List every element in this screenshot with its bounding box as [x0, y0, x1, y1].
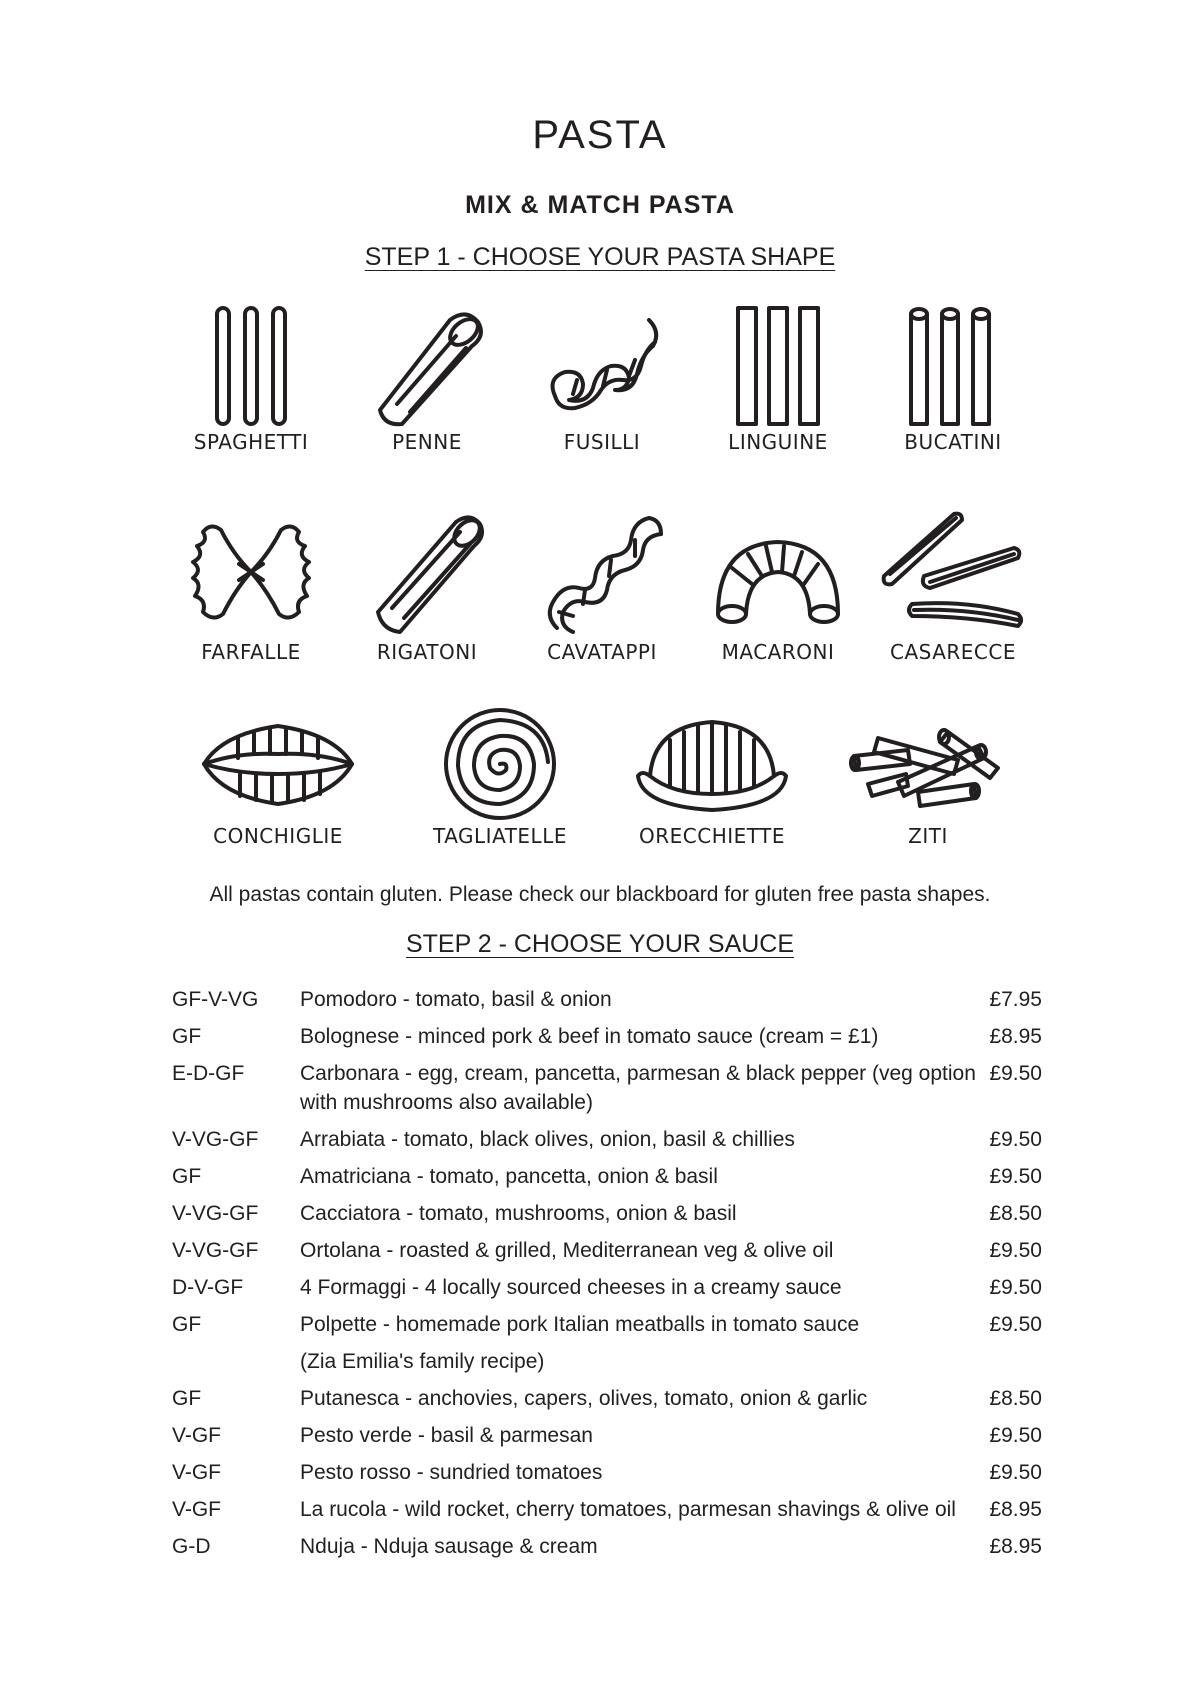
sauce-description: La rucola - wild rocket, cherry tomatoes, parmesan shavings & olive oil — [300, 1498, 956, 1521]
sauce-description: Cacciatora - tomato, mushrooms, onion & basil — [300, 1202, 737, 1225]
linguine-icon — [723, 300, 833, 430]
spaghetti-icon — [196, 300, 306, 430]
shape-ziti — [848, 704, 1008, 848]
sauce-row — [172, 1162, 1042, 1199]
step-1-heading: STEP 1 - CHOOSE YOUR PASTA SHAPE — [364, 243, 836, 271]
sauce-price — [980, 1347, 1042, 1384]
step-2-heading: STEP 2 - CHOOSE YOUR SAUCE — [405, 930, 795, 958]
sauce-dietary-tags: GF — [172, 1313, 202, 1336]
shape-linguine — [703, 300, 853, 454]
sauce-dietary-tags: GF-V-VG — [172, 988, 259, 1011]
sauce-description: Carbonara - egg, cream, pancetta, parmesan & black pepper (veg option with mushrooms also available) — [300, 1062, 976, 1114]
casarecce-icon — [878, 504, 1028, 640]
sauce-dietary-tags: GF — [172, 1387, 202, 1410]
macaroni-icon — [708, 504, 848, 640]
sauce-description: Arrabiata - tomato, black olives, onion, basil & chillies — [300, 1128, 795, 1151]
sauce-price: £7.95 — [989, 988, 1042, 1011]
shape-rigatoni — [352, 504, 502, 664]
sauce-dietary-tags: V-GF — [172, 1461, 222, 1484]
sauce-row — [172, 1458, 1042, 1495]
shape-penne — [352, 300, 502, 454]
sauce-dietary-tags: D-V-GF — [172, 1276, 244, 1299]
sauce-list — [172, 985, 1042, 1569]
sauce-price: £8.95 — [989, 1498, 1042, 1521]
shape-label: BUCATINI — [904, 430, 1002, 454]
conchiglie-icon — [198, 704, 358, 824]
sauce-price: £9.50 — [989, 1276, 1042, 1299]
sauce-row — [172, 1384, 1042, 1421]
shape-cavatappi — [527, 504, 677, 664]
fusilli-icon — [537, 300, 667, 430]
penne-icon — [362, 300, 492, 430]
sauce-description: Bolognese - minced pork & beef in tomato sauce (cream = £1) — [300, 1025, 879, 1048]
shape-fusilli — [527, 300, 677, 454]
sauce-description: Putanesca - anchovies, capers, olives, tomato, onion & garlic — [300, 1387, 868, 1410]
sauce-price: £9.50 — [989, 1424, 1042, 1447]
farfalle-icon — [181, 504, 321, 640]
sauce-price: £9.50 — [989, 1461, 1042, 1484]
sauce-row — [172, 1125, 1042, 1162]
sauce-row — [172, 1532, 1042, 1569]
sauce-price: £9.50 — [989, 1165, 1042, 1188]
shape-label: SPAGHETTI — [193, 430, 309, 454]
sauce-price: £8.95 — [989, 1025, 1042, 1048]
sauce-description: Nduja - Nduja sausage & cream — [300, 1535, 598, 1558]
sauce-price: £9.50 — [989, 1239, 1042, 1262]
section-subtitle: MIX & MATCH PASTA — [465, 191, 735, 219]
sauce-row — [172, 1421, 1042, 1458]
page-title: PASTA — [532, 113, 668, 157]
sauce-dietary-tags: E-D-GF — [172, 1062, 245, 1085]
sauce-price: £9.50 — [989, 1128, 1042, 1151]
bucatini-icon — [898, 300, 1008, 430]
sauce-dietary-tags: V-GF — [172, 1498, 222, 1521]
sauce-row — [172, 1059, 1042, 1125]
sauce-dietary-tags: GF — [172, 1165, 202, 1188]
sauce-price: £9.50 — [989, 1313, 1042, 1336]
sauce-row — [172, 985, 1042, 1022]
sauce-dietary-tags: GF — [172, 1025, 202, 1048]
sauce-description: (Zia Emilia's family recipe) — [300, 1350, 545, 1373]
shape-bucatini — [878, 300, 1028, 454]
sauce-description: 4 Formaggi - 4 locally sourced cheeses in a creamy sauce — [300, 1276, 842, 1299]
shape-conchiglie — [198, 704, 358, 848]
shape-label: CASARECCE — [890, 640, 1016, 664]
cavatappi-icon — [537, 504, 667, 640]
shape-label: MACARONI — [721, 640, 835, 664]
sauce-description: Pesto rosso - sundried tomatoes — [300, 1461, 603, 1484]
shape-label: FARFALLE — [201, 640, 301, 664]
sauce-price: £8.50 — [989, 1202, 1042, 1225]
sauce-row — [172, 1273, 1042, 1310]
gluten-note: All pastas contain gluten. Please check our blackboard for gluten free pasta shapes. — [209, 883, 991, 906]
shape-label: LINGUINE — [728, 430, 828, 454]
shape-label: RIGATONI — [376, 640, 478, 664]
sauce-dietary-tags: V-VG-GF — [172, 1202, 259, 1225]
sauce-description: Pesto verde - basil & parmesan — [300, 1424, 593, 1447]
sauce-description: Polpette - homemade pork Italian meatballs in tomato sauce — [300, 1313, 860, 1336]
shape-casarecce — [878, 504, 1028, 664]
shape-label: ZITI — [908, 824, 948, 848]
sauce-dietary-tags: V-GF — [172, 1424, 222, 1447]
shape-farfalle — [176, 504, 326, 664]
sauce-dietary-tags: V-VG-GF — [172, 1128, 259, 1151]
sauce-row — [172, 1347, 1042, 1384]
shape-spaghetti — [176, 300, 326, 454]
shape-orecchiette — [632, 704, 792, 848]
shape-label: PENNE — [392, 430, 462, 454]
shape-label: TAGLIATELLE — [433, 824, 567, 848]
tagliatelle-icon — [420, 704, 580, 824]
sauce-row — [172, 1199, 1042, 1236]
sauce-row — [172, 1236, 1042, 1273]
shape-label: CAVATAPPI — [547, 640, 657, 664]
sauce-description: Ortolana - roasted & grilled, Mediterranean veg & olive oil — [300, 1239, 834, 1262]
rigatoni-icon — [362, 504, 492, 640]
sauce-row — [172, 1495, 1042, 1532]
sauce-row — [172, 1310, 1042, 1347]
sauce-price: £8.95 — [989, 1535, 1042, 1558]
sauce-dietary-tags: G-D — [172, 1535, 211, 1558]
sauce-description: Pomodoro - tomato, basil & onion — [300, 988, 612, 1011]
shape-tagliatelle — [420, 704, 580, 848]
orecchiette-icon — [632, 704, 792, 824]
sauce-row — [172, 1022, 1042, 1059]
ziti-icon — [848, 704, 1008, 824]
sauce-dietary-tags — [172, 1347, 300, 1384]
sauce-dietary-tags: V-VG-GF — [172, 1239, 259, 1262]
sauce-price: £9.50 — [989, 1062, 1042, 1085]
shape-macaroni — [703, 504, 853, 664]
sauce-price: £8.50 — [989, 1387, 1042, 1410]
shape-label: CONCHIGLIE — [213, 824, 343, 848]
shape-label: FUSILLI — [563, 430, 641, 454]
sauce-description: Amatriciana - tomato, pancetta, onion & basil — [300, 1165, 718, 1188]
shape-label: ORECCHIETTE — [639, 824, 785, 848]
